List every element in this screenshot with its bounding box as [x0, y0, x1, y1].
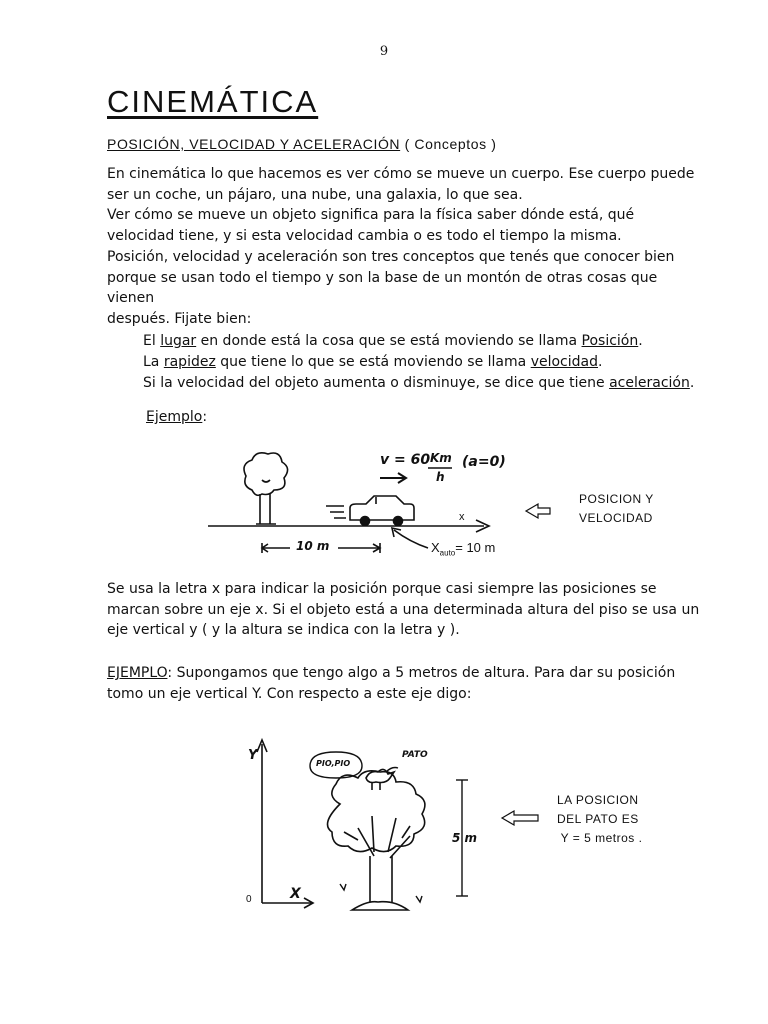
car-drawing: [326, 496, 414, 526]
page-title: CINEMÁTICA: [107, 84, 319, 119]
caption-arrow-icon-2: [502, 811, 538, 825]
origin-label: 0: [246, 894, 252, 905]
velocity-arrow: [380, 473, 406, 483]
grass-marks: [340, 884, 422, 902]
x-axis-label: x: [459, 511, 465, 523]
intro-line: Ver cómo se mueve un objeto significa para la física saber dónde está, qué: [107, 207, 635, 224]
paragraph-axis-letters: Se usa la letra x para indicar la posición porque casi siempre las posiciones se marcan sobre un eje x. Si el objeto está a una determinada altura del piso se usa un eje vertical y ( y la altura se indica con la letra y ).: [107, 581, 700, 639]
intro-line: porque se usan todo el tiempo y son la base de un montón de otras cosas que vienen: [107, 269, 658, 307]
term-rapidez: rapidez: [163, 354, 216, 370]
x-auto-label: $X_{auto}= 10$ m: [431, 540, 496, 558]
pato-label: PATO: [402, 750, 428, 760]
subtitle-rest: ( Conceptos ): [400, 136, 497, 152]
paragraph-ejemplo: EJEMPLO: Supongamos que tengo algo a 5 metros de altura. Para dar su posición tomo un eje vertical Y. Con respecto a este eje digo:: [107, 665, 676, 702]
definition-velocity: La rapidez que tiene lo que se está moviendo se llama velocidad.: [143, 354, 603, 370]
x-axis-label-2: X: [290, 886, 301, 902]
term-velocidad: velocidad: [530, 354, 598, 370]
big-tree-drawing: [328, 771, 425, 910]
term-lugar: lugar: [160, 333, 197, 349]
page-number: 9: [379, 44, 389, 59]
intro-line: velocidad tiene, y si esta velocidad cambia o es todo el tiempo la misma.: [107, 228, 622, 245]
y-axis: [257, 740, 267, 903]
intro-line: Posición, velocidad y aceleración son tres conceptos que tenés que conocer bien: [107, 248, 675, 265]
unit-numerator: Km: [430, 451, 452, 465]
ejemplo2-label: EJEMPLO: [107, 665, 168, 681]
term-aceleracion: aceleración: [609, 375, 690, 391]
subtitle-underlined: POSICIÓN, VELOCIDAD Y ACELERACIÓN: [107, 136, 401, 152]
definition-position: El lugar en donde está la cosa que se está moviendo se llama Posición.: [143, 333, 643, 349]
term-posicion: Posición: [581, 333, 639, 349]
intro-line: En cinemática lo que hacemos es ver cómo se mueve un cuerpo. Ese cuerpo puede: [107, 166, 695, 182]
speech-text: PIO,PIO: [316, 759, 351, 768]
height-label: 5 m: [452, 831, 478, 845]
unit-denominator: h: [436, 470, 445, 484]
intro-line: después. Fijate bien:: [107, 310, 252, 327]
tree-drawing: [244, 453, 288, 524]
ejemplo-label: Ejemplo:: [146, 409, 208, 425]
figure2-caption: LA POSICION DEL PATO ES Y = 5 metros .: [557, 793, 643, 845]
y-axis-label: Y: [248, 748, 258, 763]
caption-arrow-icon: [526, 504, 550, 518]
velocity-value: v = 60: [380, 452, 431, 468]
x-axis-short: [262, 898, 313, 908]
intro-line: ser un coche, un pájaro, una nube, una galaxia, lo que sea.: [107, 186, 523, 203]
position-pointer-arrow: [392, 528, 428, 548]
acceleration-value: (a=0): [462, 454, 506, 470]
distance-label: 10 m: [296, 539, 330, 553]
definition-acceleration: Si la velocidad del objeto aumenta o disminuye, se dice que tiene aceleración.: [143, 375, 695, 391]
figure1-caption: POSICION Y VELOCIDAD: [579, 492, 654, 525]
